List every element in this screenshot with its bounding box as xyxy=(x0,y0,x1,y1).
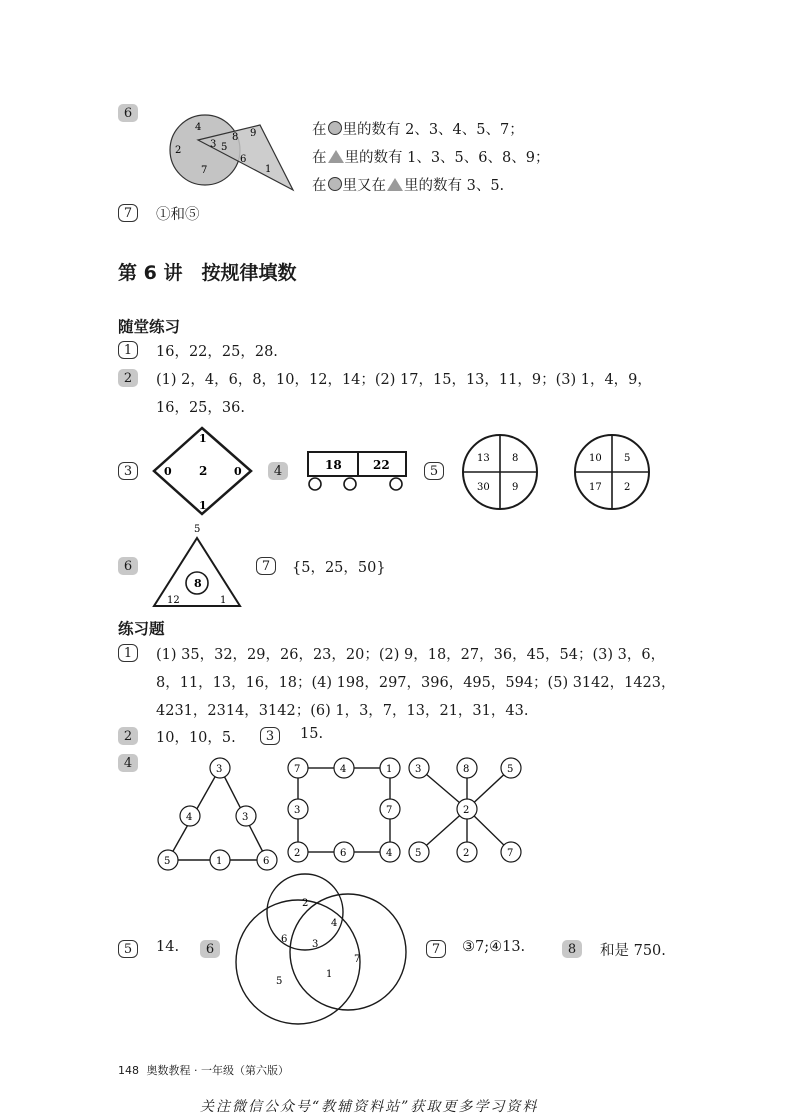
circle-triangle-diagram xyxy=(165,110,305,196)
ex-q7-number: 7 xyxy=(426,940,446,958)
ex-q3-answer: 15. xyxy=(300,726,324,742)
venn3-left: 6 xyxy=(281,934,288,945)
circle-icon xyxy=(328,121,342,135)
nx-bm: 2 xyxy=(463,848,470,859)
tri-num-8: 8 xyxy=(232,132,239,143)
ex-q8-number: 8 xyxy=(562,940,582,958)
diamond-figure xyxy=(150,425,255,517)
circle-b-br: 2 xyxy=(624,482,631,493)
nx-center: 2 xyxy=(463,805,470,816)
q7-top-number: 7 xyxy=(118,204,138,222)
venn3-center: 3 xyxy=(312,939,319,950)
tri-center: 8 xyxy=(194,577,202,590)
lecture-title: 第 6 讲 按规律填数 xyxy=(118,262,297,284)
nt-top: 3 xyxy=(216,764,223,775)
triangle-figure xyxy=(150,520,245,610)
circle-num-4: 4 xyxy=(195,122,202,133)
ex-q6-number: 6 xyxy=(200,940,220,958)
triangle-icon xyxy=(387,178,403,191)
ns-bm: 6 xyxy=(340,848,347,859)
ns-tl: 7 xyxy=(294,764,301,775)
circle-b-bl: 17 xyxy=(589,482,602,493)
tri-num-6: 6 xyxy=(240,154,247,165)
cp-q7-number: 7 xyxy=(256,557,276,575)
tri-left: 12 xyxy=(167,595,180,606)
page-footer xyxy=(118,1062,289,1078)
circle-num-5: 5 xyxy=(221,142,228,153)
cp-q3-number: 3 xyxy=(118,462,138,480)
circle-num-7: 7 xyxy=(201,165,208,176)
nx-tr: 5 xyxy=(507,764,514,775)
circle-icon xyxy=(328,177,342,191)
venn3-right: 7 xyxy=(354,954,361,965)
classroom-practice-title: 随堂练习 xyxy=(118,318,181,336)
nx-tm: 8 xyxy=(463,764,470,775)
node-triangle-figure xyxy=(150,752,285,877)
ex-q2-answer: 10，10，5. xyxy=(156,730,236,746)
ns-tm: 4 xyxy=(340,764,347,775)
tri-num-9: 9 xyxy=(250,128,257,139)
circle-b-tl: 10 xyxy=(589,453,602,464)
nx-tl: 3 xyxy=(415,764,422,775)
nt-bm: 1 xyxy=(216,856,223,867)
venn3-bottom: 1 xyxy=(326,969,333,980)
cp-q4-number: 4 xyxy=(268,462,288,480)
circle-b-figure xyxy=(572,432,652,512)
watermark-text: 关注微信公众号“教辅资料站”获取更多学习资料 xyxy=(200,1099,539,1115)
ex-q7-answer: ③7;④13. xyxy=(462,939,526,955)
venn3-bottom-left: 5 xyxy=(276,976,283,987)
cart-left: 18 xyxy=(325,458,342,472)
ex-q4-number: 4 xyxy=(118,754,138,772)
ex-q8-answer: 和是 750. xyxy=(600,943,666,959)
ns-bl: 2 xyxy=(294,848,301,859)
tri-right: 1 xyxy=(220,595,227,606)
ex-q2-number: 2 xyxy=(118,727,138,745)
diamond-right: 0 xyxy=(234,465,242,478)
cp-q2-answer-line2: 16，25，36. xyxy=(156,400,245,416)
circle-a-br: 9 xyxy=(512,482,519,493)
triangle-icon xyxy=(328,150,344,163)
ex-q1-line2: 8，11，13，16，18；(4) 198，297，396，495，594；(5) 3142，1423， xyxy=(156,675,676,691)
book-title: 奥数教程 · 一年级（第六版） xyxy=(146,1064,289,1077)
cp-q1-answer: 16，22，25，28. xyxy=(156,344,278,360)
cart-figure xyxy=(300,448,410,494)
nt-br: 6 xyxy=(263,856,270,867)
nt-left: 4 xyxy=(186,812,193,823)
ns-br: 4 xyxy=(386,848,393,859)
cp-q2-answer-line1: (1) 2，4，6，8，10，12，14；(2) 17，15，13，11，9；(3) 1，4，9， xyxy=(156,372,652,388)
ex-q5-number: 5 xyxy=(118,940,138,958)
ns-tr: 1 xyxy=(386,764,393,775)
circle-a-tl: 13 xyxy=(477,453,490,464)
venn3-top: 2 xyxy=(302,898,309,909)
circle-a-figure xyxy=(460,432,540,512)
q6-top-number: 6 xyxy=(118,104,138,122)
venn-line-1: 在 里的数有 2、3、4、5、7； xyxy=(312,122,524,138)
venn3-top-right: 4 xyxy=(331,918,338,929)
circle-num-3: 3 xyxy=(210,139,217,150)
q7-top-answer: ①和⑤ xyxy=(156,207,200,223)
ex-q1-number: 1 xyxy=(118,644,138,662)
circle-a-bl: 30 xyxy=(477,482,490,493)
page-number: 148 xyxy=(118,1064,139,1077)
circle-b-tr: 5 xyxy=(624,453,631,464)
diamond-bottom: 1 xyxy=(199,499,207,512)
ex-q3-number: 3 xyxy=(260,727,280,745)
ex-q1-line3: 4231，2314，3142；(6) 1，3，7，13，21，31，43. xyxy=(156,703,529,719)
ex-q5-answer: 14. xyxy=(156,939,180,955)
circle-a-tr: 8 xyxy=(512,453,519,464)
cp-q7-answer: {5，25，50} xyxy=(292,560,386,576)
node-square-figure xyxy=(282,752,407,872)
node-star-figure xyxy=(405,752,530,872)
triple-venn-figure xyxy=(230,872,410,1027)
cart-right: 22 xyxy=(373,458,390,472)
exercises-title: 练习题 xyxy=(118,620,165,638)
diamond-left: 0 xyxy=(164,465,172,478)
nx-bl: 5 xyxy=(415,848,422,859)
circle-num-2: 2 xyxy=(175,145,182,156)
ns-ml: 3 xyxy=(294,805,301,816)
tri-top: 5 xyxy=(194,524,201,535)
cp-q2-number: 2 xyxy=(118,369,138,387)
nt-bl: 5 xyxy=(164,856,171,867)
ex-q1-line1: (1) 35，32，29，26，23，20；(2) 9，18，27，36，45，54；(3) 3，6， xyxy=(156,647,666,663)
nx-br: 7 xyxy=(507,848,514,859)
cp-q6-number: 6 xyxy=(118,557,138,575)
cp-q5-number: 5 xyxy=(424,462,444,480)
venn-line-2: 在 里的数有 1、3、5、6、8、9； xyxy=(312,150,550,166)
venn-line-3: 在 里又在 里的数有 3、5. xyxy=(312,178,505,194)
ns-mr: 7 xyxy=(386,805,393,816)
cp-q1-number: 1 xyxy=(118,341,138,359)
diamond-top: 1 xyxy=(199,432,207,445)
tri-num-1: 1 xyxy=(265,164,272,175)
diamond-center: 2 xyxy=(199,464,208,478)
nt-right: 3 xyxy=(242,812,249,823)
